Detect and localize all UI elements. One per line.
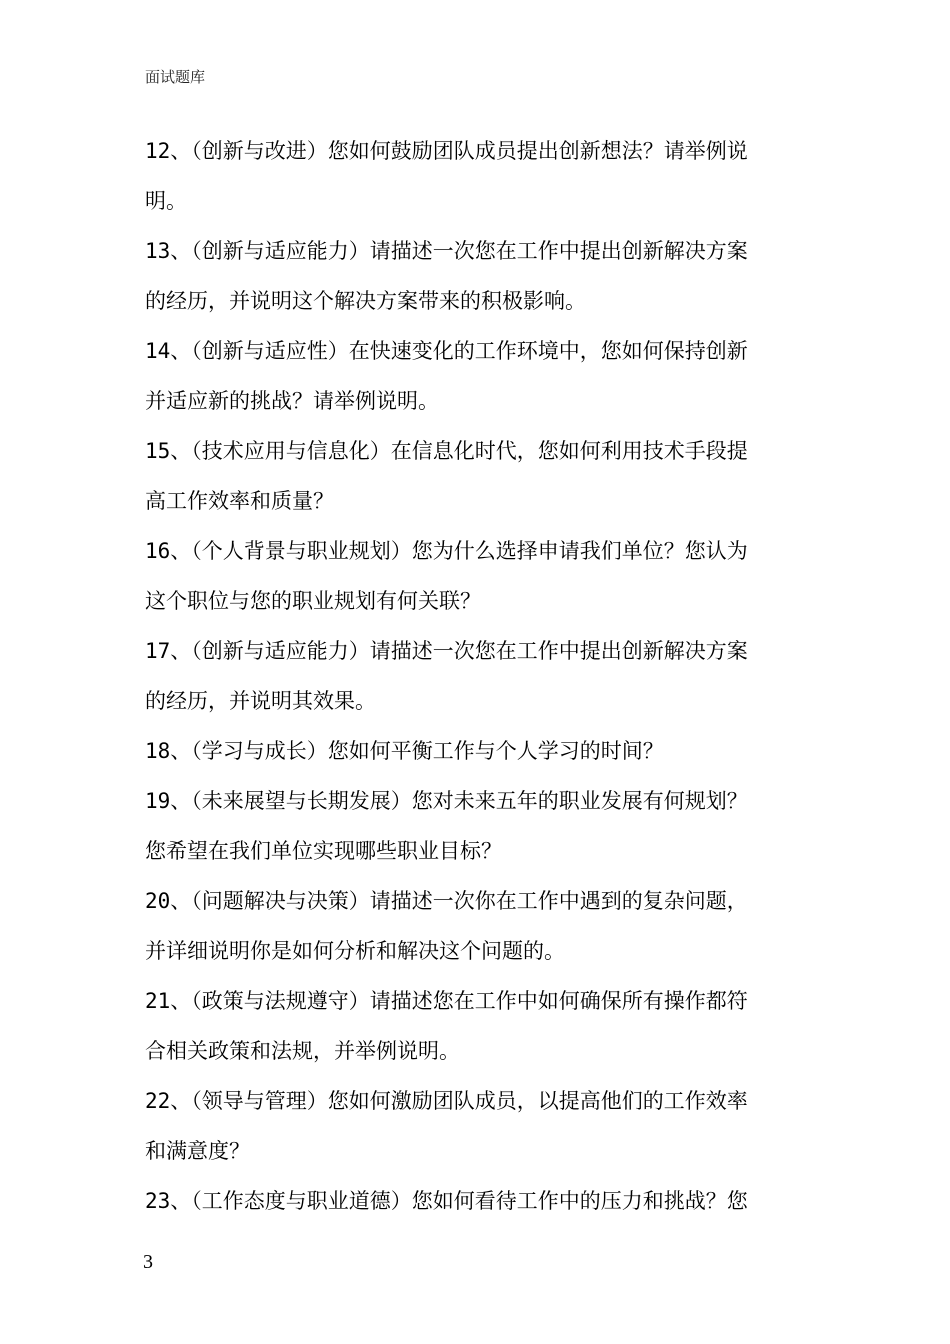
text-line: 21、（政策与法规遵守）请描述您在工作中如何确保所有操作都符 (145, 989, 748, 1013)
text-line: 17、（创新与适应能力）请描述一次您在工作中提出创新解决方案 (145, 639, 748, 663)
text-line: 22、（领导与管理）您如何激励团队成员，以提高他们的工作效率 (145, 1089, 748, 1113)
question-list (145, 126, 817, 1226)
text-line: 和满意度？ (145, 1139, 250, 1163)
text-line: 23、（工作态度与职业道德）您如何看待工作中的压力和挑战？您 (145, 1189, 748, 1213)
text-line: 12、（创新与改进）您如何鼓励团队成员提出创新想法？请举例说 (145, 139, 748, 163)
text-line: 的经历，并说明这个解决方案带来的积极影响。 (145, 289, 586, 313)
text-line: 15、（技术应用与信息化）在信息化时代，您如何利用技术手段提 (145, 439, 748, 463)
text-line: 明。 (145, 189, 187, 213)
text-line: 13、（创新与适应能力）请描述一次您在工作中提出创新解决方案 (145, 239, 748, 263)
text-line: 14、（创新与适应性）在快速变化的工作环境中，您如何保持创新 (145, 339, 748, 363)
text-line: 高工作效率和质量？ (145, 489, 334, 513)
text-line: 并适应新的挑战？请举例说明。 (145, 389, 439, 413)
text-line: 并详细说明你是如何分析和解决这个问题的。 (145, 939, 565, 963)
text-line: 合相关政策和法规，并举例说明。 (145, 1039, 460, 1063)
text-line: 的经历，并说明其效果。 (145, 689, 376, 713)
text-line: 19、（未来展望与长期发展）您对未来五年的职业发展有何规划？ (145, 789, 748, 813)
text-line: 您希望在我们单位实现哪些职业目标？ (145, 839, 502, 863)
text-line: 16、（个人背景与职业规划）您为什么选择申请我们单位？您认为 (145, 539, 748, 563)
page-header: 面试题库 (145, 68, 206, 86)
text-line: 这个职位与您的职业规划有何关联？ (145, 589, 481, 613)
text-line: 18、（学习与成长）您如何平衡工作与个人学习的时间？ (145, 739, 664, 763)
page-number: 3 (143, 1251, 153, 1273)
text-line: 20、（问题解决与决策）请描述一次你在工作中遇到的复杂问题， (145, 889, 748, 913)
